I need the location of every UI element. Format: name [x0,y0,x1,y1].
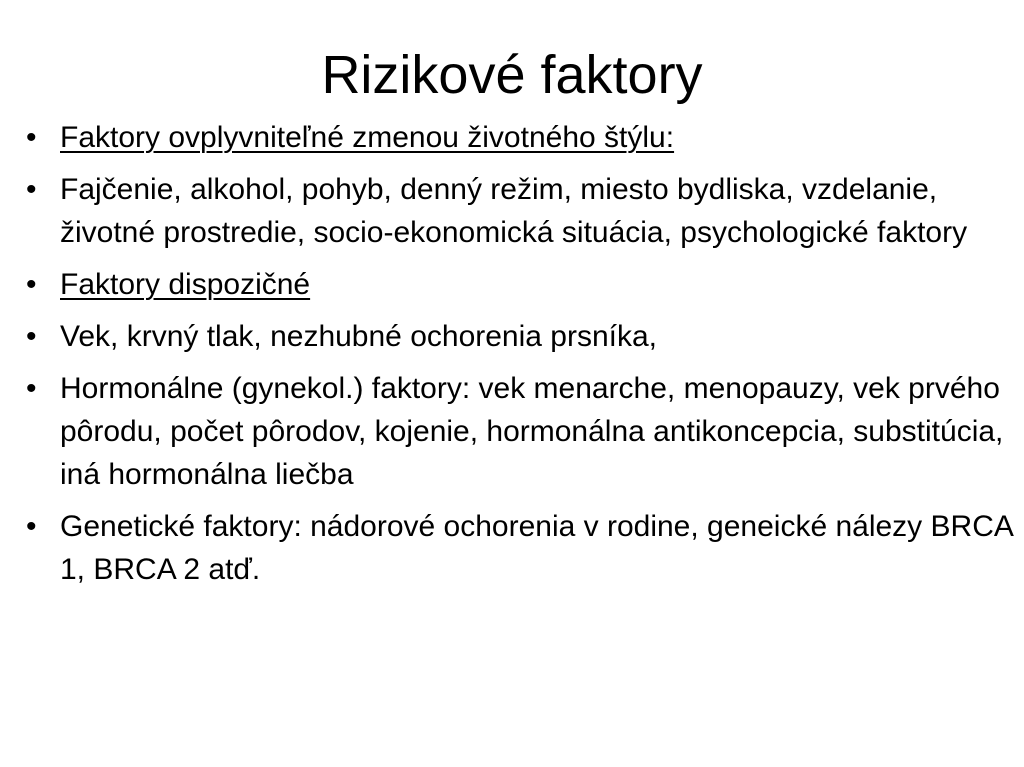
bullet-text: Faktory dispozičné [60,268,311,301]
bullet-item [24,168,1014,254]
bullet-marker: • [26,510,37,543]
bullet-item [24,315,1014,358]
bullet-marker: • [26,121,37,154]
bullet-marker: • [26,372,37,405]
bullet-text: Genetické faktory: nádorové ochorenia v rodine, geneické nálezy BRCA 1, BRCA 2 atď. [60,510,1013,586]
bullet-list [24,116,1014,600]
bullet-marker: • [26,268,37,301]
bullet-item [24,263,1014,306]
bullet-item [24,367,1014,496]
bullet-text: Faktory ovplyvniteľné zmenou životného štýlu: [60,121,675,154]
bullet-marker: • [26,173,37,206]
slide-title: Rizikové faktory [321,45,703,105]
bullet-item [24,116,1014,159]
bullet-text: Fajčenie, alkohol, pohyb, denný režim, miesto bydliska, vzdelanie, životné prostredie, socio-ekonomická situácia, psychologické faktory [60,173,968,249]
bullet-text: Vek, krvný tlak, nezhubné ochorenia prsníka, [60,320,658,353]
bullet-marker: • [26,320,37,353]
bullet-text: Hormonálne (gynekol.) faktory: vek menarche, menopauzy, vek prvého pôrodu, počet pôrodov, kojenie, hormonálna antikoncepcia, substitúcia, iná hormonálna liečba [60,372,1004,491]
bullet-item [24,505,1014,591]
